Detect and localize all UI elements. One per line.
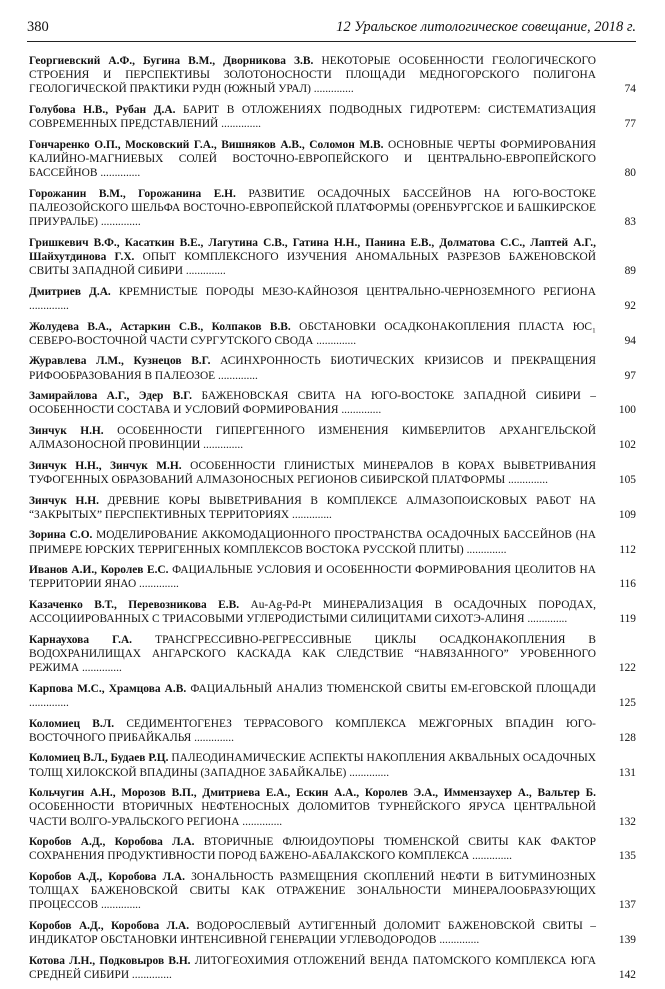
toc-entry-title: БАЖЕНОВСКАЯ СВИТА НА ЮГО-ВОСТОКЕ ЗАПАДНОЙ СИБИРИ – ОСОБЕННОСТИ СОСТАВА И УСЛОВИЙ ФОРМИРОВАНИЯ [29, 390, 596, 417]
toc-entry-page: 119 [619, 613, 636, 626]
toc-entry-page: 112 [619, 543, 636, 556]
toc-entry-authors: Дмитриев Д.А. [29, 285, 111, 298]
toc-entry-page: 116 [619, 578, 636, 591]
toc-entry-title: ЗОНАЛЬНОСТЬ РАЗМЕЩЕНИЯ СКОПЛЕНИЙ НЕФТИ В БИТУМИНОЗНЫХ ТОЛЩАХ БАЖЕНОВСКОЙ СВИТЫ КАК ОТРАЖЕНИЕ ЗОНАЛЬНОСТИ МИНЕРАЛООБРАЗУЮЩИХ ПРОЦЕССОВ [29, 870, 596, 912]
dot-leader: .............. [524, 613, 568, 626]
toc-entry-title: ПАЛЕОДИНАМИЧЕСКИЕ АСПЕКТЫ НАКОПЛЕНИЯ АКВАЛЬНЫХ ОСАДОЧНЫХ ТОЛЩ ХИЛОКСКОЙ ВПАДИНЫ (ЗАПАДНОЕ ЗАБАЙКАЛЬЕ) [29, 752, 596, 779]
toc-entry-authors: Гончаренко О.П., Московский Г.А., Вишняков А.В., Соломон М.В. [29, 138, 384, 151]
toc-entry[interactable] [29, 459, 636, 487]
toc-entry-authors: Жолудева В.А., Астаркин С.В., Колпаков В.В. [29, 320, 291, 333]
toc-entry-page: 131 [618, 766, 636, 779]
dot-leader: .............. [200, 439, 244, 452]
dot-leader: .............. [239, 815, 283, 828]
toc-entry-authors: Иванов А.И., Королев Е.С. [29, 564, 169, 577]
dot-leader: .............. [310, 83, 354, 96]
toc-entry-page: 94 [624, 334, 636, 347]
toc-entry[interactable] [29, 320, 636, 348]
toc-entry-page: 122 [618, 662, 636, 675]
dot-leader: .............. [218, 118, 262, 131]
toc-entry-page: 135 [618, 850, 636, 863]
toc-entry[interactable] [29, 682, 636, 710]
toc-entry-title: РАЗВИТИЕ ОСАДОЧНЫХ БАССЕЙНОВ НА ЮГО-ВОСТОКЕ ПАЛЕОЗОЙСКОГО ШЕЛЬФА ВОСТОЧНО-ЕВРОПЕЙСКОЙ ПЛАТФОРМЫ (ОРЕНБУРГСКОЕ И БАШКИРСКОЕ ПРИУРАЛЬЕ) [29, 187, 596, 229]
toc-entry-page: 128 [618, 731, 636, 744]
dot-leader: .............. [98, 899, 141, 912]
dot-leader: .............. [129, 968, 172, 981]
dot-leader: .............. [29, 696, 69, 709]
toc-entry-authors: Котова Л.Н., Подковыров В.Н. [29, 954, 191, 967]
toc-entry-page: 142 [618, 968, 636, 981]
dot-leader: .............. [469, 850, 512, 863]
toc-entry[interactable] [29, 494, 636, 522]
toc-entry-page: 139 [618, 934, 636, 947]
toc-entry-title: ОПЫТ КОМПЛЕКСНОГО ИЗУЧЕНИЯ АНОМАЛЬНЫХ РАЗРЕЗОВ БАЖЕНОВСКОЙ СВИТЫ ЗАПАДНОЙ СИБИРИ [29, 251, 596, 278]
toc-entry-authors: Горожанин В.М., Горожанина Е.Н. [29, 187, 236, 200]
toc-entry-authors: Журавлева Л.М., Кузнецов В.Г. [29, 355, 211, 368]
toc-entry-title: Au-Ag-Pd-Pt МИНЕРАЛИЗАЦИЯ В ОСАДОЧНЫХ ПОРОДАХ, АССОЦИИРОВАННЫХ С ТРИАСОВЫМИ УГЛЕРОДИСТЫМИ СИЛИЦИТАМИ СИХОТЭ-АЛИНЯ [29, 598, 596, 626]
toc-entry-authors: Кольчугин А.Н., Морозов В.П., Дмитриева Е.А., Ескин А.А., Королев Э.А., Иммензаухер А., Вальтер Б. [29, 787, 596, 800]
toc-entry-authors: Коробов А.Д., Коробова Л.А. [29, 919, 190, 932]
toc-entry[interactable] [29, 563, 636, 591]
dot-leader: .............. [29, 300, 69, 312]
toc-entry-authors: Коломиец В.Л., Будаев Р.Ц. [29, 752, 169, 765]
toc-entry-title: ФАЦИАЛЬНЫЕ УСЛОВИЯ И ОСОБЕННОСТИ ФОРМИРОВАНИЯ ЦЕОЛИТОВ НА ТЕРРИТОРИИ ЯНАО [29, 564, 597, 591]
toc-entry[interactable] [29, 835, 636, 863]
dot-leader: .............. [463, 543, 507, 556]
table-of-contents [29, 54, 636, 989]
toc-entry-authors: Коломиец В.Л. [29, 717, 115, 730]
dot-leader: .............. [97, 216, 141, 229]
toc-entry-title: ОСНОВНЫЕ ЧЕРТЫ ФОРМИРОВАНИЯ КАЛИЙНО-МАГНИЕВЫХ СОЛЕЙ ВОСТОЧНО-ЕВРОПЕЙСКОГО И ЦЕНТРАЛЬНО-ЕВРОПЕЙСКОГО БАССЕЙНОВ [29, 138, 596, 180]
toc-entry-title: ФАЦИАЛЬНЫЙ АНАЛИЗ ТЮМЕНСКОЙ СВИТЫ ЕМ-ЕГОВСКОЙ ПЛОЩАДИ [190, 682, 596, 695]
toc-entry-title: ЛИТОГЕОХИМИЯ ОТЛОЖЕНИЙ ВЕНДА ПАТОМСКОГО КОМПЛЕКСА ЮГА СРЕДНЕЙ СИБИРИ [29, 954, 596, 981]
toc-entry[interactable] [29, 786, 636, 829]
toc-entry-page: 74 [624, 83, 636, 96]
toc-entry-page: 105 [618, 473, 636, 486]
dot-leader: .............. [136, 578, 179, 591]
toc-entry-page: 132 [618, 815, 636, 828]
toc-entry-authors: Зорина С.О. [29, 529, 93, 542]
toc-entry-title: МОДЕЛИРОВАНИЕ АККОМОДАЦИОННОГО ПРОСТРАНСТВА ОСАДОЧНЫХ БАССЕЙНОВ (НА ПРИМЕРЕ ЮРСКИХ ТЕРРИГЕННЫХ КОМПЛЕКСОВ ВОСТОКА РУССКОЙ ПЛИТЫ) [29, 529, 596, 556]
toc-entry-title: ТРАНСГРЕССИВНО-РЕГРЕССИВНЫЕ ЦИКЛЫ ОСАДКОНАКОПЛЕНИЯ В ВОДОХРАНИЛИЩАХ АНГАРСКОГО КАСКАДА КАК СЛЕДСТВИЕ “НАВЯЗАННОГО” УРОВЕННОГО РЕЖИМА [29, 633, 597, 675]
toc-entry-page: 92 [624, 300, 636, 312]
toc-entry-title: СЕДИМЕНТОГЕНЕЗ ТЕРРАСОВОГО КОМПЛЕКСА МЕЖГОРНЫХ ВПАДИН ЮГО-ВОСТОЧНОГО ПРИБАЙКАЛЬЯ [29, 717, 596, 744]
toc-entry-authors: Казаченко В.Т., Перевозникова Е.В. [29, 598, 240, 611]
dot-leader: .............. [97, 167, 141, 180]
toc-entry[interactable] [29, 954, 636, 982]
toc-entry-title: КРЕМНИСТЫЕ ПОРОДЫ МЕЗО-КАЙНОЗОЯ ЦЕНТРАЛЬНО-ЧЕРНОЗЕМНОГО РЕГИОНА [118, 285, 596, 298]
toc-entry-authors: Карпова М.С., Храмцова А.В. [29, 682, 187, 695]
dot-leader: .............. [183, 265, 226, 278]
toc-entry-page: 100 [618, 404, 636, 417]
toc-entry-page: 125 [618, 696, 636, 709]
toc-entry[interactable] [29, 751, 636, 779]
toc-entry[interactable] [29, 285, 636, 313]
toc-entry-authors: Георгиевский А.Ф., Бугина В.М., Дворникова З.В. [29, 55, 314, 67]
toc-entry-page: 83 [624, 216, 636, 229]
toc-entry-title: ВОДОРОСЛЕВЫЙ АУТИГЕННЫЙ ДОЛОМИТ БАЖЕНОВСКОЙ СВИТЫ – ИНДИКАТОР ОБСТАНОВКИ ИНТЕНСИВНОЙ ГЕНЕРАЦИИ УГЛЕВОДОРОДОВ [29, 919, 596, 947]
toc-entry-page: 102 [618, 439, 636, 452]
page-number: 380 [27, 19, 49, 35]
toc-entry-title: ОБСТАНОВКИ ОСАДКОНАКОПЛЕНИЯ ПЛАСТА ЮС₁ СЕВЕРО-ВОСТОЧНОЙ ЧАСТИ СУРГУТСКОГО СВОДА [29, 320, 596, 347]
toc-entry-title: ОСОБЕННОСТИ ГИПЕРГЕННОГО ИЗМЕНЕНИЯ КИМБЕРЛИТОВ АРХАНГЕЛЬСКОЙ АЛМАЗОНОСНОЙ ПРОВИНЦИИ [29, 424, 597, 452]
toc-entry-page: 97 [624, 369, 636, 382]
toc-entry[interactable] [29, 187, 636, 230]
toc-entry-page: 80 [624, 167, 636, 180]
toc-entry[interactable] [29, 54, 636, 97]
dot-leader: .............. [346, 766, 390, 779]
toc-entry[interactable] [29, 633, 636, 676]
toc-entry[interactable] [29, 424, 636, 452]
toc-entry-authors: Гришкевич В.Ф., Касаткин В.Е., Лагутина С.В., Гатина Н.Н., Панина Е.В., Долматова С.С., Лаптей А.Г., Шайхутдинова Г.Х. [29, 236, 596, 263]
toc-entry[interactable] [29, 717, 636, 745]
toc-entry[interactable] [29, 389, 636, 417]
page-header [0, 0, 665, 44]
toc-entry[interactable] [29, 870, 636, 913]
toc-entry-title: ОСОБЕННОСТИ ВТОРИЧНЫХ НЕФТЕНОСНЫХ ДОЛОМИТОВ ТУРНЕЙСКОГО ЯРУСА ЦЕНТРАЛЬНОЙ ЧАСТИ ВОЛГО-УРАЛЬСКОГО РЕГИОНА [29, 801, 596, 828]
toc-entry-title: ОСОБЕННОСТИ ГЛИНИСТЫХ МИНЕРАЛОВ В КОРАХ ВЫВЕТРИВАНИЯ ТУФОГЕННЫХ ОБРАЗОВАНИЙ АЛМАЗОНОСНЫХ РЕГИОНОВ СИБИРСКОЙ ПЛАТФОРМЫ [29, 459, 596, 486]
toc-entry[interactable] [29, 236, 636, 279]
toc-entry-authors: Зинчук Н.Н. [29, 494, 99, 507]
toc-entry-authors: Карнаухова Г.А. [29, 633, 133, 646]
toc-entry-authors: Зинчук Н.Н. [29, 424, 104, 437]
dot-leader: .............. [436, 934, 480, 947]
toc-entry-authors: Голубова Н.В., Рубан Д.А. [29, 104, 176, 116]
toc-entry-authors: Зинчук Н.Н., Зинчук М.Н. [29, 459, 182, 472]
dot-leader: .............. [338, 404, 382, 417]
toc-entry[interactable] [29, 103, 636, 131]
dot-leader: .............. [313, 334, 357, 347]
dot-leader: .............. [505, 473, 548, 486]
toc-entry-title: ВТОРИЧНЫЕ ФЛЮИДОУПОРЫ ТЮМЕНСКОЙ СВИТЫ КАК ФАКТОР СОХРАНЕНИЯ ПРОДУКТИВНОСТИ ПОРОД БАЖЕНО-АБАЛАКСКОГО КОМПЛЕКСА [29, 836, 596, 863]
toc-entry-page: 89 [624, 265, 636, 278]
toc-entry-title: НЕКОТОРЫЕ ОСОБЕННОСТИ ГЕОЛОГИЧЕСКОГО СТРОЕНИЯ И ПЕРСПЕКТИВЫ ЗОЛОТОНОСНОСТИ ПЛОЩАДИ МЕДНОГОРСКОГО ПОЛИГОНА ГЕОЛОГИЧЕСКОЙ ПРАКТИКИ РУДН (ЮЖНЫЙ УРАЛ) [29, 55, 597, 96]
toc-entry-title: ДРЕВНИЕ КОРЫ ВЫВЕТРИВАНИЯ В КОМПЛЕКСЕ АЛМАЗОПОИСКОВЫХ РАБОТ НА “ЗАКРЫТЫХ” ПЕРСПЕКТИВНЫХ ТЕРРИТОРИЯХ [29, 494, 597, 521]
toc-entry[interactable] [29, 598, 636, 626]
running-title: 12 Уральское литологическое совещание, 2018 г. [336, 19, 636, 35]
toc-entry-page: 77 [624, 118, 636, 131]
toc-entry-authors: Замирайлова А.Г., Эдер В.Г. [29, 390, 193, 403]
toc-entry-title: АСИНХРОННОСТЬ БИОТИЧЕСКИХ КРИЗИСОВ И ПРЕКРАЩЕНИЯ РИФООБРАЗОВАНИЯ В ПАЛЕОЗОЕ [29, 355, 596, 382]
toc-entry-authors: Коробов А.Д., Коробова Л.А. [29, 870, 185, 883]
header-rule [27, 41, 636, 42]
toc-entry[interactable] [29, 919, 636, 947]
dot-leader: .............. [79, 662, 122, 675]
toc-entry[interactable] [29, 528, 636, 556]
toc-entry[interactable] [29, 354, 636, 382]
dot-leader: .............. [215, 369, 258, 382]
toc-entry[interactable] [29, 138, 636, 181]
dot-leader: .............. [191, 731, 234, 744]
dot-leader: .............. [289, 508, 332, 521]
toc-entry-page: 109 [618, 508, 636, 521]
toc-entry-title: БАРИТ В ОТЛОЖЕНИЯХ ПОДВОДНЫХ ГИДРОТЕРМ: СИСТЕМАТИЗАЦИЯ СОВРЕМЕННЫХ ПРЕДСТАВЛЕНИЙ [29, 104, 596, 131]
toc-entry-page: 137 [618, 899, 636, 912]
toc-entry-authors: Коробов А.Д., Коробова Л.А. [29, 836, 195, 849]
